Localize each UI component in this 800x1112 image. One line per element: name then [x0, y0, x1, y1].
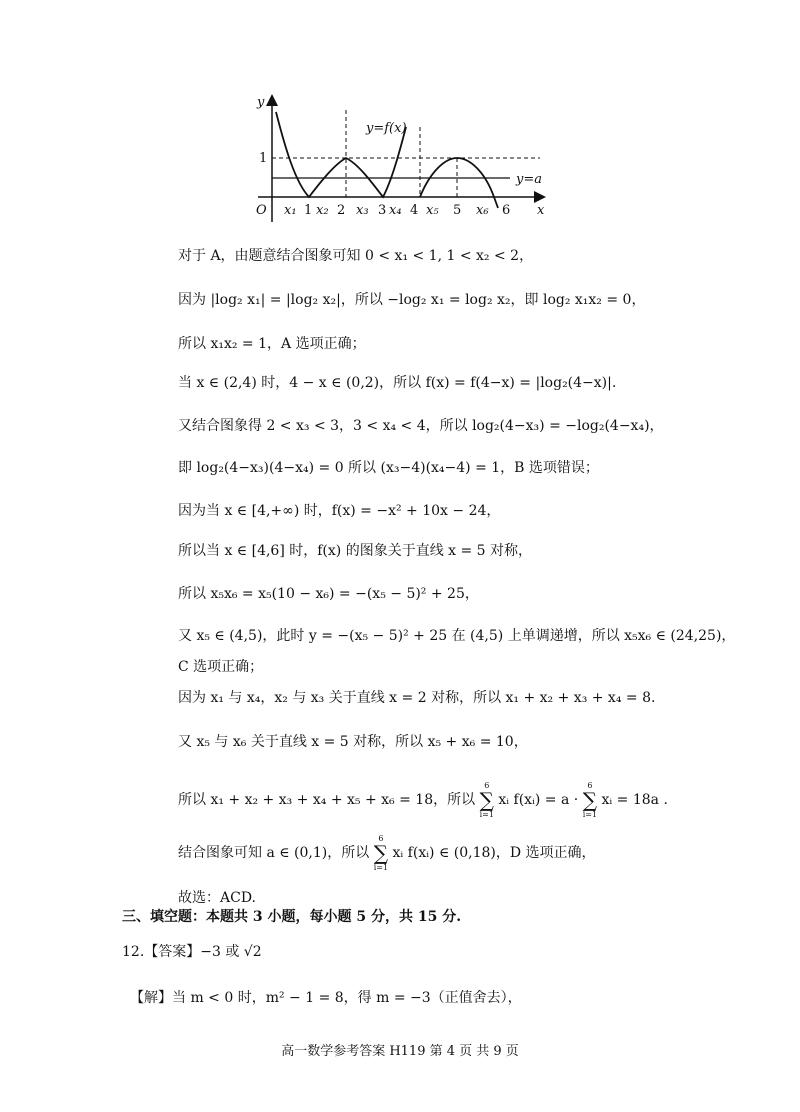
solution-line-3: 所以 x₁x₂ = 1，A 选项正确； [178, 336, 366, 352]
tick-x4: x₄ [389, 203, 402, 218]
sigma-upper: 6 [378, 834, 384, 843]
solution-line-9: 所以 x₅x₆ = x₅(10 − x₆) = −(x₅ − 5)² + 25， [178, 586, 479, 602]
tick-x3: x₃ [356, 203, 369, 218]
tick-2: 2 [337, 203, 346, 218]
solution-line-6: 即 log₂(4−x₃)(4−x₄) = 0 所以 (x₃−4)(x₄−4) = 1，B 选项错误； [178, 460, 599, 476]
solution-line-12: 因为 x₁ 与 x₄，x₂ 与 x₃ 关于直线 x = 2 对称，所以 x₁ + x₂ + x₃ + x₄ = 8. [178, 690, 656, 706]
curve-label: y=f(x) [366, 121, 407, 136]
line-a-label: y=a [516, 172, 542, 187]
sum-line-mid1: xᵢ f(xᵢ) = a · [498, 792, 579, 808]
section-title: 三、填空题：本题共 3 小题，每小题 5 分，共 15 分. [122, 909, 462, 925]
solution-line-8: 所以当 x ∈ [4,6] 时，f(x) 的图象关于直线 x = 5 对称， [178, 543, 533, 559]
one-label: 1 [259, 151, 268, 166]
tick-1: 1 [304, 203, 313, 218]
sigma-upper: 6 [587, 781, 593, 790]
sum-line-mid2: xᵢ = 18a . [601, 792, 668, 808]
solution-line-11: C 选项正确； [178, 659, 264, 675]
tick-6: 6 [502, 203, 511, 218]
sigma-1 [480, 781, 494, 819]
sigma-icon: ∑ [373, 841, 389, 865]
concl-pre: 结合图象可知 a ∈ (0,1)，所以 [178, 845, 370, 861]
conclusion-line [178, 833, 778, 873]
x-axis-label: x [537, 203, 545, 218]
sum-line-pre: 所以 x₁ + x₂ + x₃ + x₄ + x₅ + x₆ = 18，所以 [178, 792, 476, 808]
page-footer: 高一数学参考答案 H119 第 4 页 共 9 页 [281, 1044, 519, 1059]
sigma-lower: i=1 [479, 810, 494, 819]
sigma-upper: 6 [484, 781, 490, 790]
sigma-lower: i=1 [582, 810, 598, 819]
y-axis-label: y [257, 95, 265, 110]
origin-label: O [256, 203, 267, 218]
tick-5: 5 [453, 203, 462, 218]
answer-choice: 故选：ACD. [178, 890, 256, 906]
concl-post: xᵢ f(xᵢ) ∈ (0,18)，D 选项正确， [392, 845, 596, 861]
tick-x1: x₁ [284, 203, 297, 218]
solution-line-7: 因为当 x ∈ [4,+∞) 时，f(x) = −x² + 10x − 24， [178, 503, 501, 519]
tick-x2: x₂ [316, 203, 329, 218]
solution-line-1: 对于 A，由题意结合图象可知 0 < x₁ < 1, 1 < x₂ < 2， [178, 248, 534, 264]
function-graph [240, 92, 570, 226]
sigma-icon: ∑ [582, 788, 597, 812]
tick-x5: x₅ [426, 203, 439, 218]
sigma-2 [583, 781, 597, 819]
solution-line-10: 又 x₅ ∈ (4,5)，此时 y = −(x₅ − 5)² + 25 在 (4,5) 上单调递增，所以 x₅x₆ ∈ (24,25)， [178, 628, 736, 644]
sigma-lower: i=1 [373, 863, 389, 872]
q12-solution: 【解】当 m < 0 时，m² − 1 = 8，得 m = −3（正值舍去）， [130, 990, 522, 1006]
tick-4: 4 [410, 203, 419, 218]
sigma-3 [374, 834, 388, 872]
solution-line-2: 因为 |log₂ x₁| = |log₂ x₂|，所以 −log₂ x₁ = log₂ x₂，即 log₂ x₁x₂ = 0， [178, 292, 646, 308]
solution-line-4: 当 x ∈ (2,4) 时，4 − x ∈ (0,2)，所以 f(x) = f(4−x) = |log₂(4−x)|. [178, 375, 617, 391]
tick-3: 3 [378, 203, 387, 218]
sigma-icon: ∑ [479, 788, 494, 812]
tick-x6: x₆ [476, 203, 489, 218]
q12-answer: 12.【答案】−3 或 √2 [122, 944, 262, 960]
solution-line-5: 又结合图象得 2 < x₃ < 3，3 < x₄ < 4，所以 log₂(4−x₃) = −log₂(4−x₄)， [178, 418, 664, 434]
sum-line [178, 780, 778, 820]
curve-f-right [420, 158, 498, 208]
solution-line-13: 又 x₅ 与 x₆ 关于直线 x = 5 对称，所以 x₅ + x₆ = 10， [178, 734, 528, 750]
